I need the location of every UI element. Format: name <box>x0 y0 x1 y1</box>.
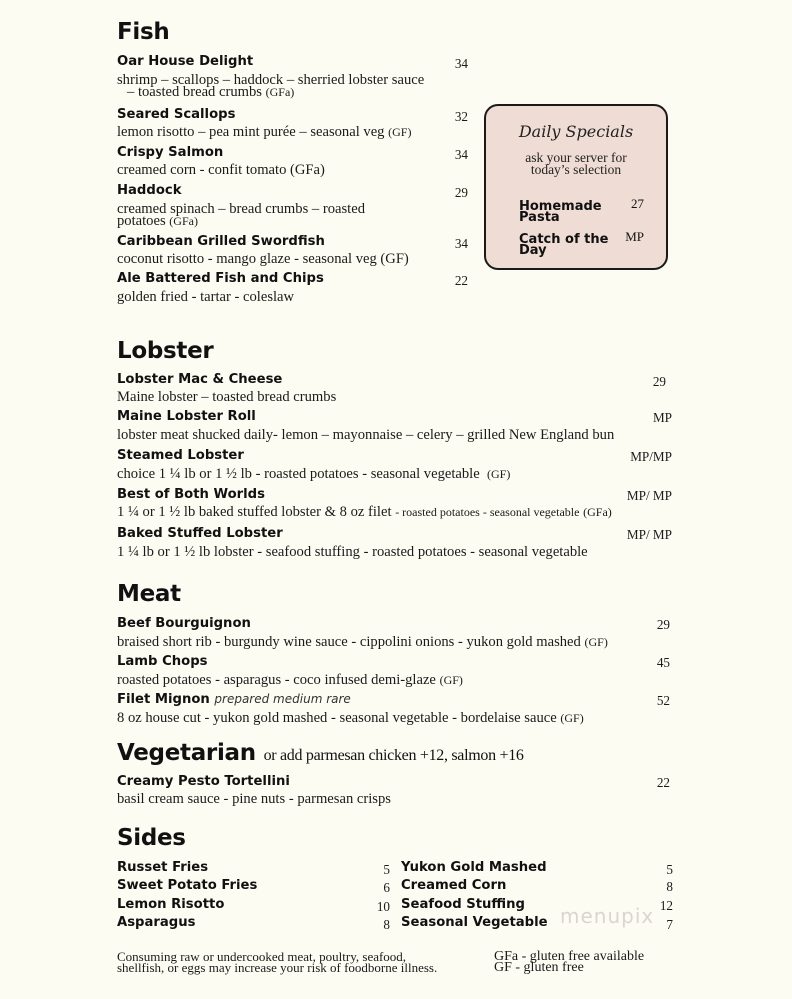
specials-note: ask your server for today’s selection <box>525 150 627 177</box>
side-item-name: Yukon Gold Mashed <box>401 860 547 875</box>
menu-item-price: 32 <box>454 109 468 124</box>
menu-item-price: 29 <box>652 374 666 389</box>
menu-item-price: 22 <box>656 775 670 790</box>
sides-heading: Sides <box>117 825 186 851</box>
watermark: menupix <box>560 904 655 928</box>
menu-item-price: MP/ MP <box>626 527 672 542</box>
menu-item-name: Maine Lobster Roll <box>117 409 256 424</box>
menu-item-desc: coconut risotto - mango glaze - seasonal veg (GF) <box>117 251 409 267</box>
menu-item-name: Haddock <box>117 183 182 198</box>
side-item-price: 5 <box>666 862 673 877</box>
menu-item-desc: creamed spinach – bread crumbs – roasted <box>117 201 365 217</box>
dietary-tag: (GF) <box>487 467 511 481</box>
menu-item-price: 52 <box>656 693 670 708</box>
menu-item-name: Best of Both Worlds <box>117 487 265 502</box>
dietary-tag: (GF) <box>439 673 463 687</box>
menu-item-price: 29 <box>454 185 468 200</box>
menu-item-desc: lemon risotto – pea mint purée – seasonal veg (GF) <box>117 124 412 140</box>
menu-item-desc: lobster meat shucked daily- lemon – mayonnaise – celery – grilled New England bun <box>117 427 615 443</box>
menu-item-price: 34 <box>454 147 468 162</box>
menu-item-desc: roasted potatoes - asparagus - coco infused demi-glaze (GF) <box>117 672 463 688</box>
menu-item-desc: shrimp – scallops – haddock – sherried lobster sauce <box>117 72 425 88</box>
side-item-price: 5 <box>383 862 390 877</box>
menu-item-desc: 8 oz house cut - yukon gold mashed - seasonal vegetable - bordelaise sauce (GF) <box>117 710 584 726</box>
menu-item-desc: creamed corn - confit tomato (GFa) <box>117 162 325 178</box>
menu-item-name: Lamb Chops <box>117 654 208 669</box>
dietary-tag: (GF) <box>388 125 412 139</box>
side-item-price: 12 <box>659 898 673 913</box>
side-item-name: Seasonal Vegetable <box>401 915 548 930</box>
menu-item-name: Filet Mignon prepared medium rare <box>117 692 351 707</box>
side-item-price: 6 <box>383 880 390 895</box>
dietary-tag: (GF) <box>560 711 584 725</box>
menu-item-desc: basil cream sauce - pine nuts - parmesan crisps <box>117 791 391 807</box>
menu-item-price: 45 <box>656 655 670 670</box>
menu-item-name: Lobster Mac & Cheese <box>117 372 283 387</box>
special-item-name: Catch of the Day <box>519 232 609 258</box>
menu-item-name: Steamed Lobster <box>117 448 244 463</box>
meat-heading: Meat <box>117 581 181 607</box>
menu-item-price: 34 <box>454 236 468 251</box>
daily-specials-box <box>484 104 668 270</box>
dietary-tag: (GFa) <box>265 85 295 99</box>
special-item-price: 27 <box>631 196 644 211</box>
lobster-heading: Lobster <box>117 338 214 364</box>
menu-item-name: Caribbean Grilled Swordfish <box>117 234 325 249</box>
menu-item-price: 34 <box>454 56 468 71</box>
side-item-price: 8 <box>383 917 390 932</box>
special-item-name: Homemade Pasta <box>519 199 602 225</box>
side-item-name: Sweet Potato Fries <box>117 878 258 893</box>
menu-item-desc: golden fried - tartar - coleslaw <box>117 289 295 305</box>
side-item-name: Lemon Risotto <box>117 897 225 912</box>
vegetarian-subheading: or add parmesan chicken +12, salmon +16 <box>263 747 524 764</box>
side-item-price: 7 <box>666 917 673 932</box>
dietary-legend: GFa - gluten free available GF - gluten free <box>494 949 645 975</box>
menu-item-desc: choice 1 ¼ lb or 1 ½ lb - roasted potatoes - seasonal vegetable (GF) <box>117 466 511 482</box>
dietary-tag: (GFa) <box>169 214 198 228</box>
menu-item-desc: braised short rib - burgundy wine sauce - cippolini onions - yukon gold mashed (GF) <box>117 634 608 650</box>
side-item-name: Asparagus <box>117 915 196 930</box>
menu-item-price: MP/ MP <box>626 488 672 503</box>
menu-item-price: 22 <box>454 273 468 288</box>
side-item-price: 8 <box>666 879 673 894</box>
side-item-price: 10 <box>376 899 390 914</box>
menu-item-name: Crispy Salmon <box>117 145 224 160</box>
menu-item-desc: Maine lobster – toasted bread crumbs <box>117 389 337 405</box>
menu-item-name: Creamy Pesto Tortellini <box>117 774 290 789</box>
dietary-tag: (GFa) <box>583 505 612 519</box>
specials-title: Daily Specials <box>518 122 634 141</box>
menu-item-desc: 1 ¼ or 1 ½ lb baked stuffed lobster & 8 oz filet - roasted potatoes - seasonal vegetable (GFa) <box>117 504 612 520</box>
vegetarian-heading: Vegetarian or add parmesan chicken +12, salmon +16 <box>117 740 524 766</box>
menu-item-name: Oar House Delight <box>117 54 254 69</box>
menu-item-name: Beef Bourguignon <box>117 616 251 631</box>
menu-item-desc: potatoes (GFa) <box>117 213 198 229</box>
menu-item-name: Baked Stuffed Lobster <box>117 526 283 541</box>
menu-item-name: Seared Scallops <box>117 107 236 122</box>
food-safety-warning: Consuming raw or undercooked meat, poultry, seafood, shellfish, or eggs may increase your risk of foodborne illness. <box>117 949 438 975</box>
special-item-price: MP <box>625 229 644 244</box>
item-note: prepared medium rare <box>214 692 351 706</box>
menu-item-price: MP/MP <box>630 449 672 464</box>
side-item-name: Creamed Corn <box>401 878 507 893</box>
side-item-name: Seafood Stuffing <box>401 897 525 912</box>
menu-item-desc: – toasted bread crumbs (GFa) <box>127 84 295 100</box>
menu-item-price: MP <box>652 410 672 425</box>
dietary-tag: (GF) <box>584 635 608 649</box>
menu-item-price: 29 <box>656 617 670 632</box>
menu-item-name: Ale Battered Fish and Chips <box>117 271 324 286</box>
menu-item-desc: 1 ¼ lb or 1 ½ lb lobster - seafood stuffing - roasted potatoes - seasonal vegetable <box>117 544 588 560</box>
fish-heading: Fish <box>117 19 170 45</box>
side-item-name: Russet Fries <box>117 860 209 875</box>
